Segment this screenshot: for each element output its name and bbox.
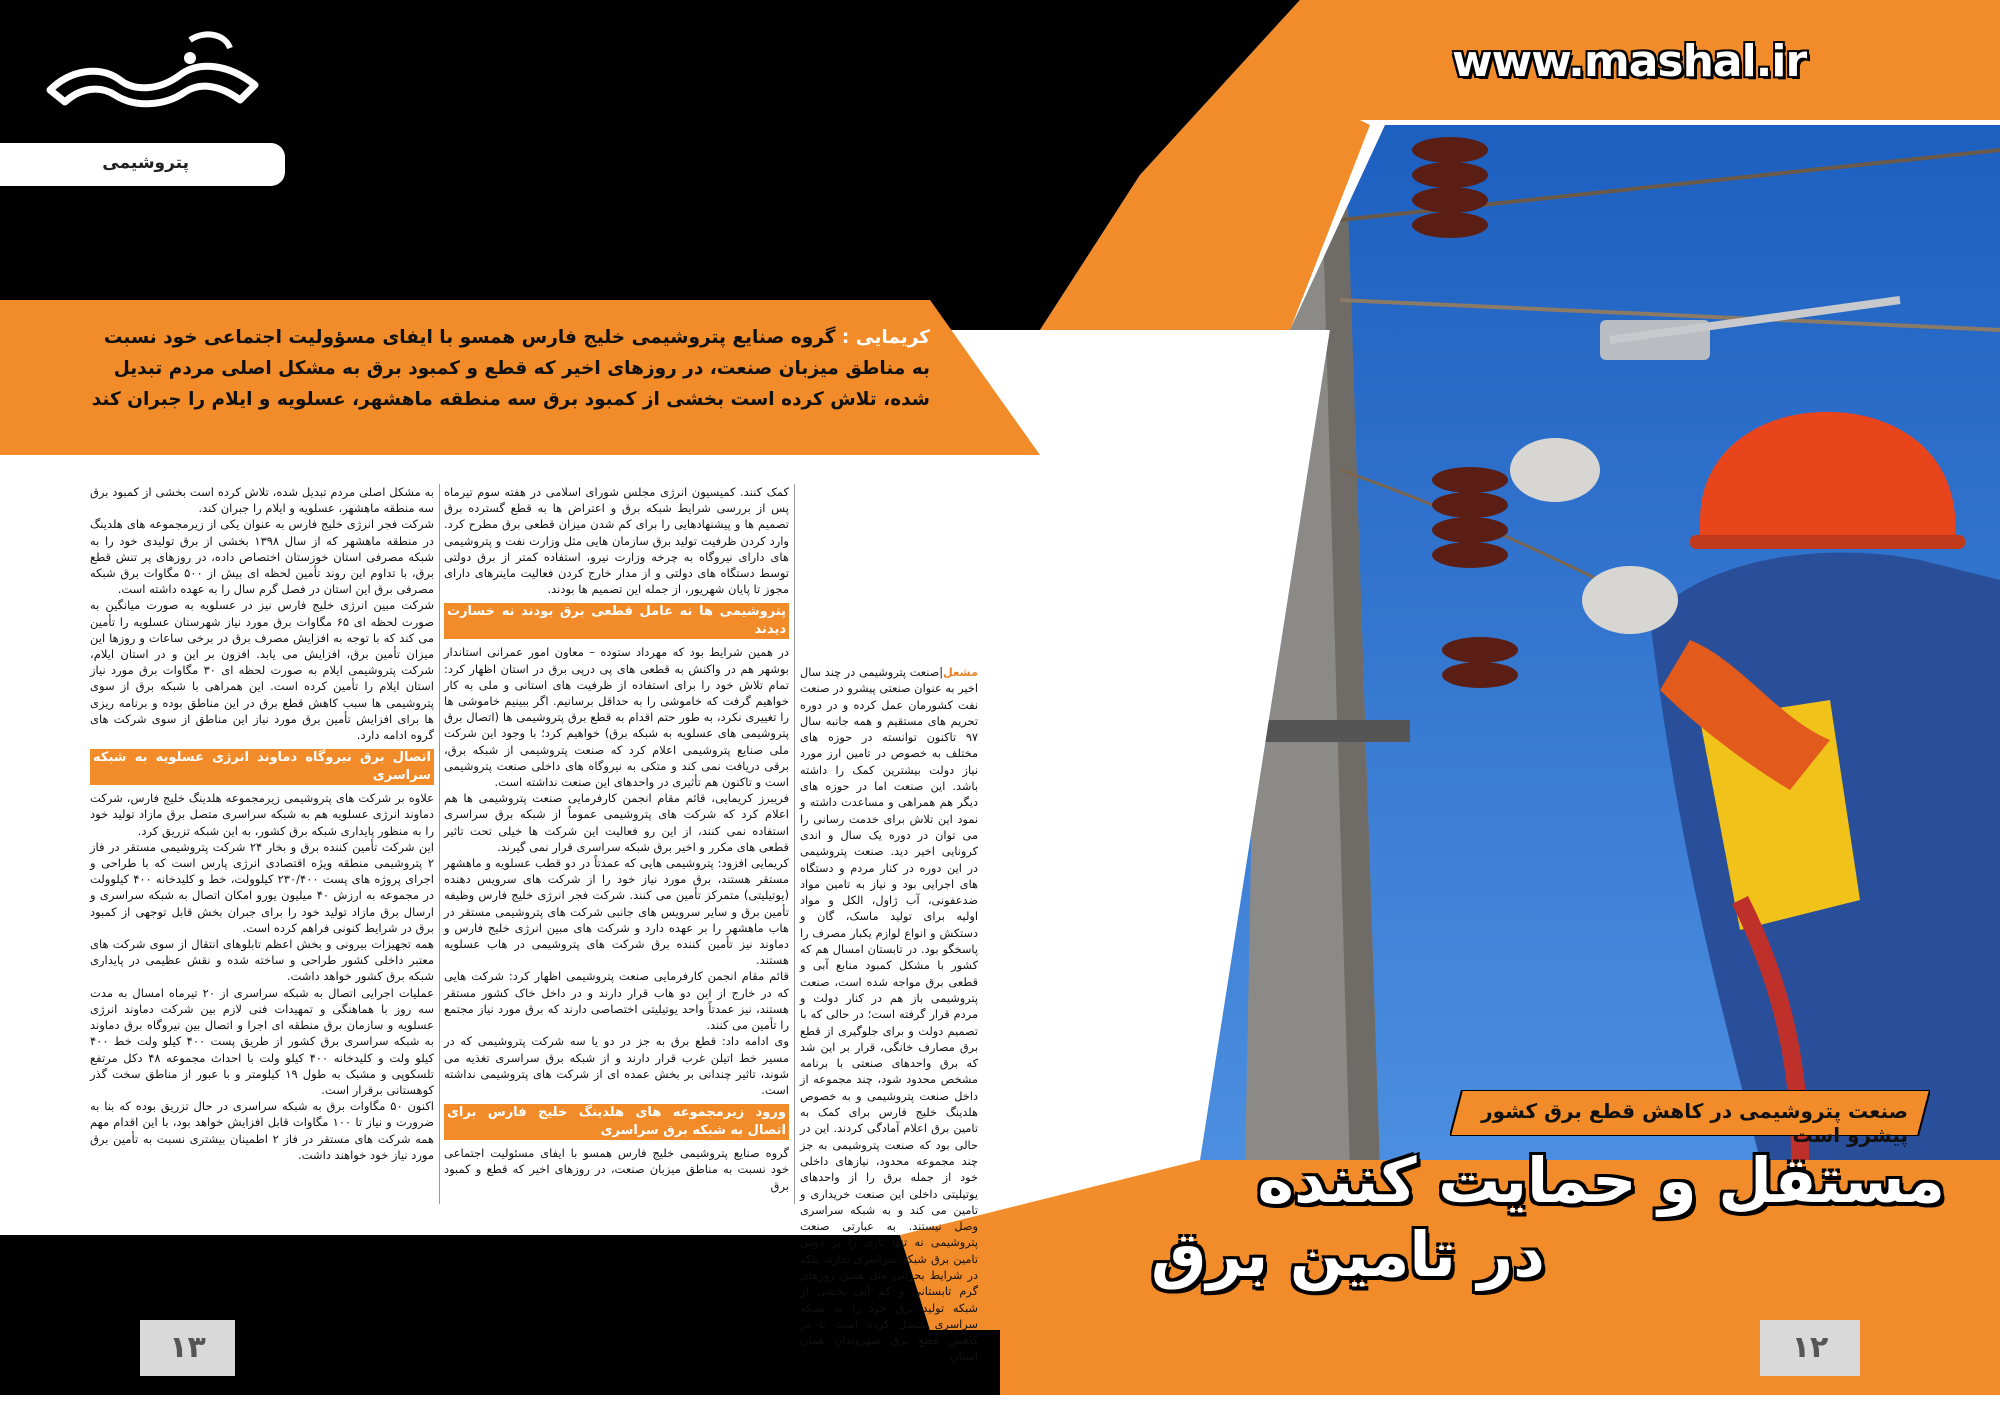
paragraph: کریمایی افزود: پتروشیمی هایی که عمدتاً در دو قطب عسلویه و ماهشهر مستقر هستند، برق مورد نیاز خود را از شرکت های سرویس دهنده (یوتیلیتی) متمرکز تأمین می کنند. شرکت فجر انرژی خلیج فارس وظیفه تأمین برق و سایر سرویس های جانبی شرکت های پتروشیمی مستقر در هاب ماهشهر را بر عهده دارد و شرکت های مبین انرژی خلیج فارس و دماوند نیز تأمین کننده برق شرکت های پتروشیمی در هاب عسلویه هستند.: [444, 856, 789, 968]
section-heading: اتصال برق نیروگاه دماوند انرژی عسلویه به شبکه سراسری: [90, 749, 434, 785]
section-heading: ورود زیرمجموعه های هلدینگ خلیج فارس برای اتصال به شبکه برق سراسری: [444, 1104, 789, 1140]
paragraph: اکنون ۵۰ مگاوات برق به شبکه سراسری در حال تزریق بوده که بنا به ضرورت و نیاز تا ۱۰۰ مگاوات قابل افزایش خواهد بود، با این اقدام مهم همه شرکت های مستقر در فاز ۲ اطمینان بیشتری نسبت به تأمین برق مورد نیاز خود خواهند داشت.: [90, 1099, 435, 1162]
pull-quote: [80, 322, 930, 415]
page-number-left: ۱۳: [140, 1320, 235, 1376]
column-rule: [794, 484, 795, 1204]
paragraph: عملیات اجرایی اتصال به شبکه سراسری از ۲۰ تیرماه امسال به مدت سه روز با هماهنگی و تمهیدات فنی لازم بین شرکت دماوند انرژی عسلویه و سازمان برق منطقه ای اجرا و اتصال بین نیروگاه برق دماوند به شبکه سراسری برق کشور از طریق پست ۴۰۰ کیلو ولت خط ۴۰۰ کیلو ولت و کلیدخانه ۴۰۰ کیلو ولت با احداث مجموعه ۴۸ دکل مرتفع تلسکوپی و مشبک به طول ۱۹ کیلومتر و با عبور از مناطق سخت گذر کوهستانی برقرار است.: [90, 985, 434, 1097]
paragraph: گروه صنایع پتروشیمی خلیج فارس همسو با ایفای مسئولیت اجتماعی خود نسبت به مناطق میزبان صنعت، در روزهای اخیر که قطع و کمبود برق: [444, 1146, 789, 1193]
website-url[interactable]: www.mashal.ir: [1452, 36, 1807, 87]
paragraph: وی ادامه داد: قطع برق به جز در دو یا سه شرکت پتروشیمی که در مسیر خط اتیلن غرب قرار دارند و از شبکه برق سراسری تغذیه می شوند، تاثیر چندانی بر بخش عمده ای از شرکت های پتروشیمی نداشته است.: [444, 1034, 789, 1097]
article-intro: [800, 665, 978, 1366]
paragraph: کمک کنند. کمیسیون انرژی مجلس شورای اسلامی در هفته سوم تیرماه پس از بررسی شرایط شبکه برق و اعتراض ها به قطع گسترده برق تصمیم ها و پیشنهادهایی را برای کم شدن میزان قطعی برق مطرح کرد. وارد کردن ظرفیت تولید برق سازمان هایی مثل وزارت نفت و پتروشیمی های دارای نیروگاه به چرخه وزارت نیرو، استفاده کمتر از برق دولتی توسط دستگاه های دولتی و از مدار خارج کردن فعالیت ماینرهای دارای مجوز تا پایان شهریور، از جمله این تصمیم ها بودند.: [444, 485, 789, 597]
section-tab: [0, 143, 285, 186]
column-rule: [439, 484, 440, 1204]
article-column-left: [90, 484, 434, 1163]
quote-speaker: کریمایی :: [841, 327, 930, 348]
paragraph: شرکت مبین انرژی خلیج فارس نیز در عسلویه به صورت میانگین به صورت لحظه ای ۶۵ مگاوات برق مورد نیاز شهرستان عسلویه را تأمین می کند که با توجه به افزایش مصرف برق در برخی ساعات و روزها این میزان تأمین برق، افزایش می یابد. افزون بر این و در استان ایلام، شرکت پتروشیمی ایلام به صورت لحظه ای ۳۰ مگاوات برق مورد نیاز استان ایلام را تأمین کرده است. این همراهی با شبکه برق از سوی پتروشیمی ها سبب کاهش قطع برق در این مناطق بوده و برنامه ریزی ها برای افزایش تأمین برق مورد نیاز این مناطق از سوی شرکت های گروه ادامه دارد.: [90, 598, 434, 743]
paragraph: قائم مقام انجمن کارفرمایی صنعت پتروشیمی اظهار کرد: شرکت هایی که در خارج از این دو هاب قرار دارند و در داخل خاک کشور مستقر هستند، نیز عمدتاً واحد یوتیلیتی اختصاصی دارند که برق مورد نیاز مجتمع را تأمین می کنند.: [444, 969, 789, 1033]
section-label: پتروشیمی: [102, 153, 189, 173]
section-heading: پتروشیمی ها نه عامل قطعی برق بودند نه خسارت دیدند: [444, 603, 789, 639]
quote-text: گروه صنایع پتروشیمی خلیج فارس همسو با ایفای مسؤولیت اجتماعی خود نسبت به مناطق میزبان صنعت، در روزهای اخیر که قطع و کمبود برق به مشکل اصلی مردم تبدیل شده، تلاش کرده است بخشی از کمبود برق سه منطقه ماهشهر، عسلویه و ایلام را جبران کند: [91, 327, 930, 410]
subtitle-text: صنعت پتروشیمی در کاهش قطع برق کشور پیشرو است: [1481, 1099, 1908, 1147]
paragraph: شرکت فجر انرژی خلیج فارس به عنوان یکی از زیرمجموعه های هلدینگ در منطقه ماهشهر که از سال ۱۳۹۸ بخشی از برق تولیدی خود را به شبکه مصرفی استان خوزستان اختصاص داده، در روزهای پر تنش قطع برق، با تداوم این روند تأمین لحظه ای بیش از ۵۰۰ مگاوات برق شبکه مصرفی برق این استان در فصل گرم سال را به عهده داشته است.: [90, 517, 434, 597]
headline-line-2: در تامین برق: [1150, 1218, 1545, 1291]
page-number-right: ۱۲: [1760, 1320, 1860, 1376]
paragraph: در همین شرایط بود که مهرداد ستوده – معاون امور عمرانی استاندار بوشهر هم در واکنش به قطعی های پی درپی برق در استان اظهار کرد: تمام تلاش خود را برای استفاده از ظرفیت های استانی و ملی به کار خواهیم گرفت که خاموشی را به حداقل برسانیم. اگر ببینیم خاموشی ها را تغییری نکرد، به طور حتم اقدام به قطع برق پتروشیمی ها (اتصال برق پتروشیمی های عسلویه به شبکه برق) خواهیم کرد؛ با وجود این شرکت ملی صنایع پتروشیمی اعلام کرد که صنعت پتروشیمی از شبکه برق، برقی دریافت نمی کند و متکی به نیروگاه های داخلی صنعت پتروشیمی است و تاکنون هم تأثیری در واحدهای این صنعت نداشته است.: [444, 645, 789, 790]
intro-text: |صنعت پتروشیمی در چند سال اخیر به عنوان صنعتی پیشرو در صنعت نفت کشورمان عمل کرده و در دوره تحریم های مستقیم و همه جانبه سال ۹۷ تاکنون توانسته در حوزه های مختلف به خصوص در تامین ارز مورد نیاز دولت بیشترین کمک را داشته باشد. این صنعت اما در حوزه های دیگر هم همراهی و مساعدت داشته و نمود این تلاش برای خدمت رسانی را می توان در دوره یک سال و اندی کرونایی اخیر دید. صنعت پتروشیمی در این دوره در کنار مردم و دستگاه های اجرایی بود و نیاز به تامین مواد ضدعفونی، آب ژاول، الکل و مواد اولیه برای تولید ماسک، گان و دستکش و انواع لوازم یکبار مصرف را پاسخگو بود. در تابستان امسال هم که کشور با مشکل کمبود منابع آبی و قطعی برق مواجه شده است، صنعت پتروشیمی باز هم در کنار دولت و مردم قرار گرفته است؛ در حالی که با تصمیم دولت و برای جلوگیری از قطع برق مصارف خانگی، قرار بر این شد که برق واحدهای صنعتی با برنامه مشخص محدود شود، چند مجموعه از داخل صنعت پتروشیمی و به خصوص هلدینگ خلیج فارس برای کمک به تامین برق اعلام آمادگی کردند. این در حالی بود که صنعت پتروشیمی به جز چند مجموعه محدود، نیازهای داخلی خود از جمله برق را از واحدهای یوتیلیتی داخلی این صنعت خریداری و تامین می کند و به شبکه سراسری وصل نیستند. به عبارتی صنعت پتروشیمی نه تنها باری را بر دوش تامین برق شبکه سراسری ندارد، بلکه در شرایط بحرانی مثل همین روزهای گرم تابستانی و کم آبی بخشی از شبکه تولید برق خود را به شبکه سراسری متصل کرده است تا در کاهش قطع برق شهروندان همان استان: [800, 666, 978, 1364]
paragraph: این شرکت تأمین کننده برق و بخار ۲۴ شرکت پتروشیمی مستقر در فاز ۲ پتروشیمی منطقه ویژه اقتصادی انرژی پارس است که با طراحی و اجرای پروژه های پست ۲۳۰/۴۰۰ کیلوولت، خط و کلیدخانه ۴۰۰ کیلوولت در مجموعه به ارزش ۴۰ میلیون یورو امکان اتصال به شبکه سراسری و ارسال برق مازاد تولید خود را برای جبران بخش قابل توجهی از کمبود برق در شرایط کنونی فراهم کرده است.: [90, 839, 435, 935]
paragraph: علاوه بر شرکت های پتروشیمی زیرمجموعه هلدینگ خلیج فارس، شرکت دماوند انرژی عسلویه هم به شبکه سراسری متصل برق مازاد تولید خود را به منظور پایداری شبکه برق کشور، به این شبکه تزریق کرد.: [90, 791, 434, 838]
mashal-logo: [40, 20, 270, 120]
article-column-middle: [444, 484, 789, 1194]
intro-lead-word: مشعل: [943, 666, 978, 679]
paragraph: همه تجهیزات بیرونی و بخش اعظم تابلوهای انتقال از سوی شرکت های معتبر داخلی کشور طراحی و ساخته شده و نقش عظیمی در پایداری شبکه برق کشور خواهد داشت.: [90, 937, 434, 984]
subtitle: [1450, 1090, 1930, 1147]
headline-line-1: مستقل و حمایت کننده: [1257, 1144, 1945, 1217]
paragraph: به مشکل اصلی مردم تبدیل شده، تلاش کرده است بخشی از کمبود برق سه منطقه ماهشهر، عسلویه و ایلام را جبران کند.: [90, 485, 434, 516]
paragraph: فریبرز کریمایی، قائم مقام انجمن کارفرمایی صنعت پتروشیمی ها هم اعلام کرد که شرکت های پتروشیمی عموماً از شبکه برق سراسری استفاده نمی کنند، از این رو فعالیت این شرکت ها خیلی تحت تاثیر قطعی های مکرر و اخیر برق شبکه سراسری قرار نمی گیرند.: [444, 791, 789, 854]
